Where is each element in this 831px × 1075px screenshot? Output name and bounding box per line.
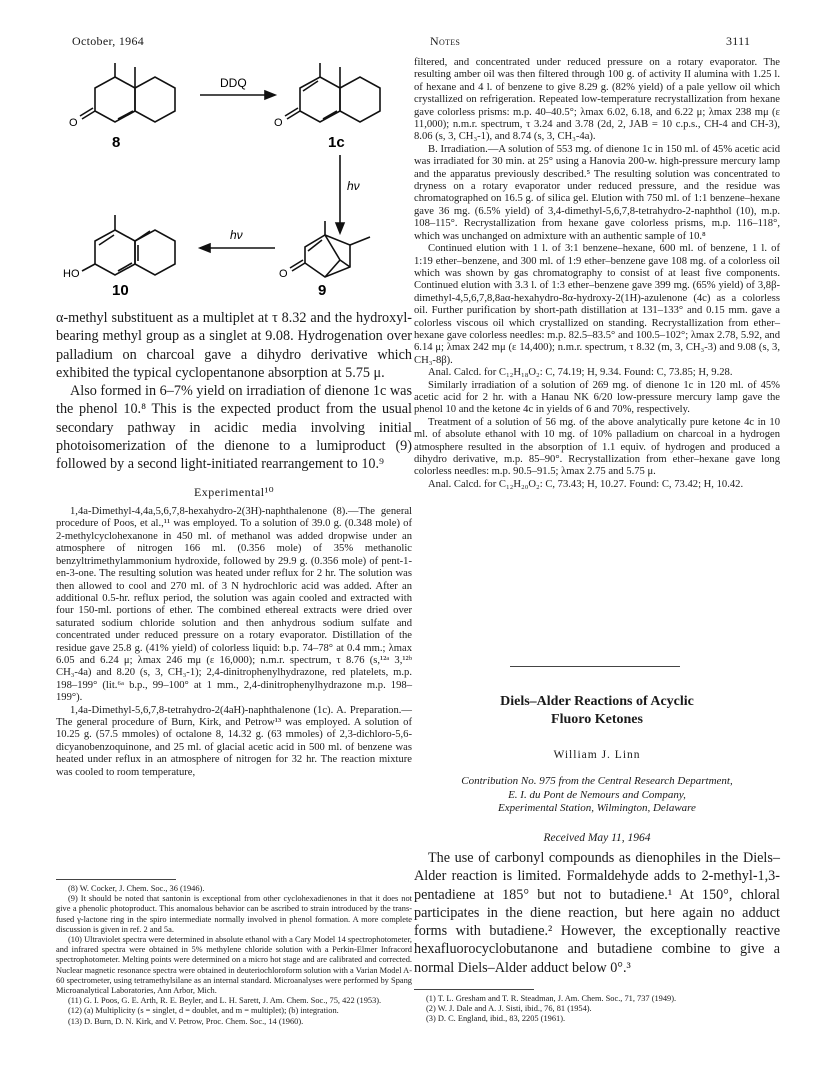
compound-label-9: 9 [318,282,327,299]
reference-3: (3) D. C. England, ibid., 83, 2205 (1961). [426,1014,566,1024]
running-header-date: October, 1964 [72,34,145,48]
analysis-dihydro: Anal. Calcd. for C₁₂H₂₀O₂: C, 73.43; H, 10.27. Found: C, 73.42; H, 10.42. [428,478,744,490]
procedure-compound-1c: 1,4a-Dimethyl-5,6,7,8-tetrahydro-2(4aH)-naphthalenone (1c). A. Preparation.—The general procedure of Burn, Kirk, and Petrow¹³ was employed. A solution of 10.25 g. (57.5 mmoles) of octalone 8, 14.32 g. (63 mmoles) of 2,3-dichloro-5,6-dicyanobenzoquinone, and 25 ml. of glacial acetic acid in 500 ml. of benzene was heated under reflux in an atmosphere of nitrogen for 32 hr. The reaction mixture was cooled to room temperature, [56,704,412,778]
paragraph-continued-elution: Continued elution with 1 l. of 3:1 benzene–hexane, 600 ml. of benzene, 1 l. of 1:19 ether–benzene, and 300 ml. of 1:9 ether–benzene gave 108 mg. of a colorless oil which was shown by gas chromatography to consist of at least five components. Continued elution with 3.3 l. of 1:3 ether–benzene gave 399 mg. (65% yield) of 3,8β-dimethyl-4,5,6,7,8,8aα-hexahydro-8α-hydroxy-2(1H)-azulenone (4c) as a colorless oil. Further purification by short-path distillation at 131–133° and 0.15 mm. gave a colorless viscous oil which crystallized on standing. Recrystallization from ether–hexane gave colorless needles: m.p. 82.5–83.5° and 100.5–102°; λmax 2.78, 5.92, and 6.14 μ; λmax 242 mμ (ε 14,400); n.m.r. spectrum, τ 8.32 (m, 3, CH₃-3) and 9.08 (s, 3, CH₃-8β). [414,243,780,366]
footnote-rule [56,879,176,880]
compound-label-10: 10 [112,282,129,299]
reference-1: (1) T. L. Gresham and T. R. Steadman, J. Am. Chem. Soc., 71, 737 (1949). [426,994,677,1003]
received-date: Received May 11, 1964 [543,831,651,844]
article-header [414,693,780,844]
analysis-4c: Anal. Calcd. for C₁₂H₁₈O₂: C, 74.19; H, 9.34. Found: C, 73.85; H, 9.28. [428,367,733,379]
affiliation-line-3: Experimental Station, Wilmington, Delaware [498,802,696,814]
paragraph-workup: filtered, and concentrated under reduced pressure on a rotary evaporator. The resulting amber oil was then filtered through 100 g. of activity II alumina with 1.25 l. of hexane and 4 l. of benzene to give 8.29 g. (82% yield) of a pale yellow oil which crystallized on refrigeration. Repeated low-temperature recrystallization from hexane gave colorless prisms: m.p. 40–40.5°; λmax 6.02, 6.18, and 6.22 μ; λmax 238 mμ (ε 11,000); n.m.r. spectrum, τ 3.24 and 3.78 (2d, 2, JAB = 10 c.p.s., CH-4 and CH-3), 8.06 (s, 3, CH₃-1), and 8.74 (s, 3, CH₃-4a). [414,57,780,143]
paragraph-methyl-substituent: α-methyl substituent as a multiplet at τ 8.32 and the hydroxyl-bearing methyl group as a singlet at 9.08. Hydrogenation over palladium on charcoal gave a dihydro derivative which exhibited the typical cyclopentanone absorption at 5.75 μ. [56,310,412,381]
compound-9-structure [290,221,370,277]
running-header-section: Notes [430,34,461,48]
references [414,994,780,1025]
article-title-line-1: Diels–Alder Reactions of Acyclic [500,694,694,709]
reagent-hv-left: hν [230,228,243,242]
footnote-10: (10) Ultraviolet spectra were determined in absolute ethanol with a Cary Model 14 spectrophotometer, and infrared spectra were obtained in 5% methylene chloride solution with a Perkin-Elmer Infracord spectrophotometer. Melting points were determined on a micro hot stage and are calibrated and corrected. Nuclear magnetic resonance spectra were obtained in deuteriochloroform solution with a Varian Model A-60 spectrometer, using tetramethylsilane as an internal standard. Microanalyses were performed by Spang Microanalytical Laboratories, Ann Arbor, Mich. [56,935,412,996]
procedure-compound-8: 1,4a-Dimethyl-4,4a,5,6,7,8-hexahydro-2(3H)-naphthalenone (8).—The general procedure of Poos, et al.,¹¹ was employed. To a solution of 39.0 g. (0.348 mole) of 2-methylcyclohexanone in 450 ml. of methanol was added dropwise under an atmosphere of nitrogen 166 ml. (0.356 mole) of 35% methanolic benzyltrimethylammonium hydroxide, followed by 29.9 g. (0.356 mole) of pent-1-en-3-one. The resulting solution was heated under reflux for 2 hr. The solution was then allowed to cool and 270 ml. of 3 N hydrochloric acid was added. After an additional 0.5-hr. reflux period, the solution was again cooled and extracted with four 150-ml. portions of ether. The combined ethereal extracts were dried over saturated sodium chloride solution and then anhydrous sodium sulfate and concentrated under reduced pressure on a rotary evaporator. Distillation of the residue gave 25.8 g. (41% yield) of colorless liquid: b.p. 74–78° at 0.4 mm.; λmax 6.05 and 6.24 μ; λmax 246 mμ (ε 16,000); n.m.r. spectrum, τ 8.76 (s,¹²ᵃ 3,¹²ᵇ CH₃-4a) and 8.20 (s, 3, CH₃-1); 2,4-dinitrophenylhydrazone, red platelets, m.p. 198–199° (lit.⁶ᵃ b.p., 99–100° at 1 mm., 2,4-dinitrophenylhydrazone m.p. 198–199°). [56,506,412,704]
experimental-heading: Experimental¹⁰ [193,484,275,499]
compound-label-8: 8 [112,134,121,151]
reference-2: (2) W. J. Dale and A. J. Sisti, ibid., 76, 81 (1954). [426,1004,592,1014]
footnote-13: (13) D. Burn, D. N. Kirk, and V. Petrow, Proc. Chem. Soc., 14 (1960). [68,1016,304,1026]
affiliation-line-2: E. I. du Pont de Nemours and Company, [508,788,686,801]
reagent-ddq: DDQ [220,76,247,90]
footnotes [56,884,412,1027]
hydroxyl-label-10: HO [63,268,80,280]
article-title-line-2: Fluoro Ketones [551,712,643,727]
reference-rule [414,989,534,990]
right-column [414,57,780,491]
paragraph-phenol-formation: Also formed in 6–7% yield on irradiation of dienone 1c was the phenol 10.⁸ This is the expected product from the usual secondary pathway in acidic media involving initial photoisomerization of the dienone to a lumiproduct (9) followed by a second light-initiated rearrangement to 10.⁹ [56,383,412,473]
paragraph-hydrogenation: Treatment of a solution of 56 mg. of the above analytically pure ketone 4c in 10 ml. of absolute ethanol with 10 mg. of 10% palladium on charcoal in a hydrogen atmosphere resulted in the absorption of 1.1 equiv. of hydrogen and produced a dihydro derivative, m.p. 85–90°. Recrystallization from ether–hexane gave long colorless needles: m.p. 90.5–91.5; λmax 2.75 and 5.75 μ. [414,416,780,478]
article-intro [414,849,780,977]
compound-1c-structure [285,63,380,122]
compound-label-1c: 1c [328,134,345,151]
paragraph-similar-irradiation: Similarly irradiation of a solution of 269 mg. of dienone 1c in 120 ml. of 45% acetic acid for 2 hr. with a Hanau NK 6/20 low-pressure mercury lamp gave the phenol 10 and the ketone 4c in yields of 6 and 70%, respectively. [414,379,780,416]
page-number: 3111 [726,34,751,48]
oxygen-label-1c: O [274,117,283,129]
footnote-9: (9) It should be noted that santonin is exceptional from other cyclohexadienones in that it does not give a phenolic photoproduct. This anomalous behavior can be ascribed to strain introduced by the trans-fused γ-lactone ring in the spiro intermediate normally involved in phenol formation. A more complete discussion is given in ref. 2 and 5a. [56,894,412,934]
author-name: William J. Linn [553,749,641,761]
oxygen-label-9: O [279,268,288,280]
compound-8-structure [80,63,175,122]
reaction-scheme [60,55,410,300]
footnote-8: (8) W. Cocker, J. Chem. Soc., 36 (1946). [68,884,205,893]
paragraph-irradiation: B. Irradiation.—A solution of 553 mg. of dienone 1c in 150 ml. of 45% acetic acid was irradiated for 30 min. at 25° using a Hanovia 200-w. high-pressure mercury lamp and the apparatus previously described.⁵ The resulting solution was concentrated to dryness on a rotary evaporator under reduced pressure, and the residue was chromatographed on 16.5 g. of silica gel. Elution with 750 ml. of 1:1 benzene–hexane gave 36 mg. (6.5% yield) of 3,4-dimethyl-5,6,7,8-tetrahydro-2-naphthol (10), m.p. 108–115°. Recrystallization from hexane gave colorless prisms, m.p. 116–118°, which was unchanged on admixture with an authentic sample of 10.⁸ [414,143,780,242]
footnote-12: (12) (a) Multiplicity (s = singlet, d = doublet, and m = multiplet); (b) integration. [68,1006,339,1016]
intro-paragraph: The use of carbonyl compounds as dienophiles in the Diels–Alder reaction is limited. Formaldehyde adds to 2-methyl-1,3-pentadiene at 185° but not to butadiene.¹ At 150°, chloral participates in the diene reaction, but here again no adduct forms with butadiene.² However, the exceptionally reactive hexafluorocyclobutanone and butadiene combine to give a normal Diels–Alder adduct below 0°.³ [414,850,780,976]
oxygen-label-8: O [69,117,78,129]
left-column [56,309,412,779]
footnote-11: (11) G. I. Poos, G. E. Arth, R. E. Beyler, and L. H. Sarett, J. Am. Chem. Soc., 75, 422 (1953). [68,996,382,1006]
reagent-hv-down: hν [347,179,360,193]
affiliation-line-1: Contribution No. 975 from the Central Research Department, [461,775,733,787]
article-separator [510,666,680,667]
compound-10-structure [82,215,175,275]
